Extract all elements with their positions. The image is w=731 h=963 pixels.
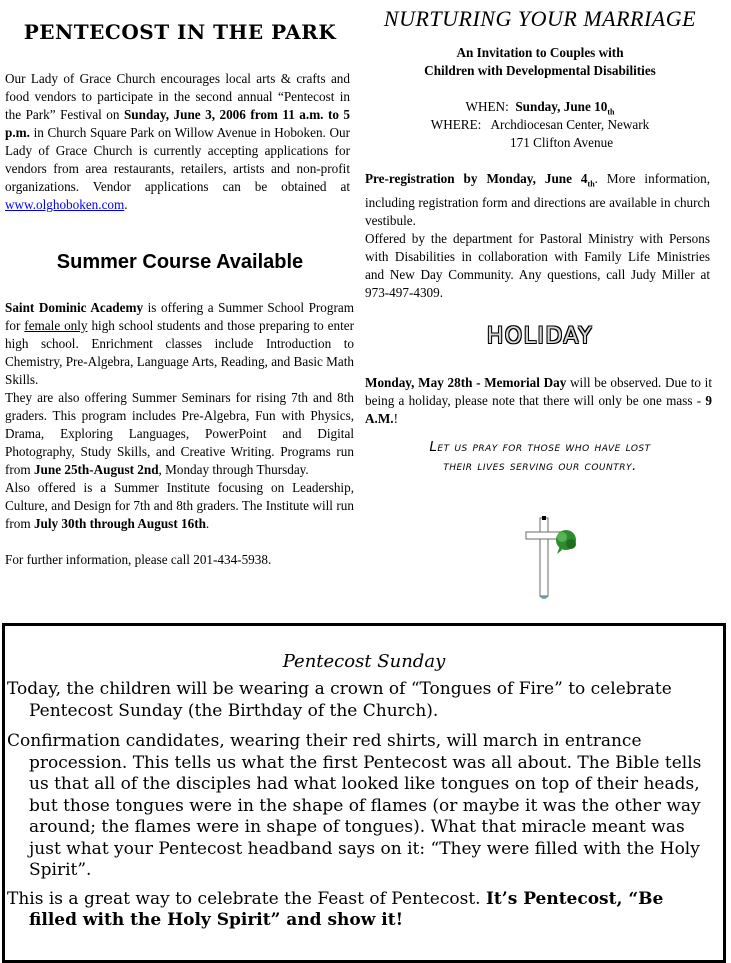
pentecost-para-3	[5, 889, 711, 932]
pentecost-sunday-box	[2, 623, 726, 963]
marriage-details	[365, 170, 710, 302]
cross-with-wreath-icon	[524, 510, 584, 605]
memorial-day-date: Monday, May 28th - Memorial Day	[365, 375, 567, 390]
marriage-where	[362, 116, 718, 134]
summer-course-heading: Summer Course Available	[56, 251, 304, 273]
offered-by-text: Offered by the department for Pastoral Ministry with Persons with Disabilities in collaboration with Family Life Ministries and New Day Community. Any questions, call Judy Miller at 973-497-4309.	[365, 230, 710, 300]
invitation-line-1: An Invitation to Couples with	[456, 45, 624, 60]
body-text: in Church Square Park on Willow Avenue in Hoboken. Our Lady of Grace Church is currently accepting applications for vendors from area restaurants, retailers, artists and non-profit organizations. Vendor applications can be obtained at	[5, 125, 350, 194]
when-suffix: th	[607, 107, 615, 117]
vendor-application-link[interactable]: www.olghoboken.com	[5, 197, 125, 212]
summer-course-body	[5, 299, 354, 569]
pentecost-sunday-title: Pentecost Sunday	[282, 651, 446, 672]
body-text: .	[124, 197, 128, 212]
program-dates: June 25th-August 2nd	[33, 462, 159, 477]
body-text: is offering a Summer School Program for	[5, 300, 354, 333]
when-value: Sunday, June 10	[515, 99, 608, 114]
holiday-body	[365, 374, 712, 428]
body-text: Our Lady of Grace Church encourages local arts & crafts and food vendors to participate in the second annual “Pentecost in the Park” Festival on	[5, 71, 350, 122]
marriage-address: 171 Clifton Avenue	[510, 135, 614, 150]
summer-course-contact: For further information, please call 201-434-5938.	[5, 552, 272, 567]
mass-time: 9 A.M.	[365, 393, 712, 426]
body-text: . More information, including registration form and directions are available in church vestibule.	[365, 171, 710, 228]
holiday-heading: HOLIDAY	[486, 324, 594, 349]
pentecost-park-heading: PENTECOST IN THE PARK	[23, 20, 337, 44]
body-text: Also offered is a Summer Institute focusing on Leadership, Culture, and Design for 7th and 8th graders. The Institute will run from	[5, 480, 354, 531]
invitation-line-2: Children with Developmental Disabilities	[424, 63, 656, 78]
summer-course-para-1	[5, 299, 354, 389]
where-value: Archdiocesan Center, Newark	[490, 117, 650, 132]
marriage-invitation	[362, 44, 718, 80]
prayer-text	[362, 438, 718, 476]
body-text: They are also offering Summer Seminars for rising 7th and 8th graders. This program includes Pre-Algebra, Fun with Physics, Drama, Exploring Languages, PowerPoint and Digital Photography, Study Skills, and Creative Writing. Programs run from	[5, 390, 354, 477]
preregistration-text	[365, 170, 710, 230]
female-only-text: female only	[24, 318, 88, 333]
institute-dates: July 30th through August 16th	[33, 516, 206, 531]
prayer-line-1: Let us pray for those who have lost	[429, 439, 651, 455]
when-label: WHEN:	[465, 99, 509, 114]
preregistration-suffix: th	[587, 179, 595, 189]
academy-name: Saint Dominic Academy	[5, 300, 144, 315]
pentecost-sunday-content	[5, 679, 723, 932]
body-text: high school students and those preparing to enter high school. Enrichment classes include Introduction to Chemistry, Pre-Algebra, Language Arts, Reading, and Basic Math Skills.	[5, 318, 354, 387]
body-text: This is a great way to celebrate the Feast of Pentecost.	[7, 888, 486, 909]
summer-course-para-2	[5, 389, 354, 479]
pentecost-para-1: Today, the children will be wearing a crown of “Tongues of Fire” to celebrate Pentecost Sunday (the Birthday of the Church).	[7, 679, 672, 721]
festival-date: Sunday, June 3, 2006 from 11 a.m. to 5 p.m.	[5, 107, 350, 140]
pentecost-slogan: It’s Pentecost, “Be filled with the Holy Spirit” and show it!	[29, 888, 664, 930]
pentecost-park-body	[5, 70, 350, 214]
marriage-heading: NURTURING YOUR MARRIAGE	[383, 6, 697, 31]
preregistration-date: Pre-registration by Monday, June 4	[365, 171, 588, 186]
body-text: !	[393, 411, 398, 426]
body-text: , Monday through Thursday.	[158, 462, 309, 477]
summer-course-para-3	[5, 479, 354, 533]
prayer-line-2: their lives serving our country.	[443, 458, 637, 474]
where-label: WHERE:	[430, 117, 482, 132]
body-text: will be observed. Due to it being a holiday, please note that there will only be one mass -	[365, 375, 713, 408]
body-text: .	[205, 516, 210, 531]
pentecost-para-2: Confirmation candidates, wearing their red shirts, will march in entrance procession. This tells us what the first Pentecost was all about. The Bible tells us that all of the disciples had what looked like tongues on top of their heads, but those tongues were in the shape of flames (or maybe it was the other way around; the flames were in shape of tongues). What that miracle meant was just what your Pentecost headband says on it: “They were filled with the Holy Spirit”.	[7, 731, 702, 880]
